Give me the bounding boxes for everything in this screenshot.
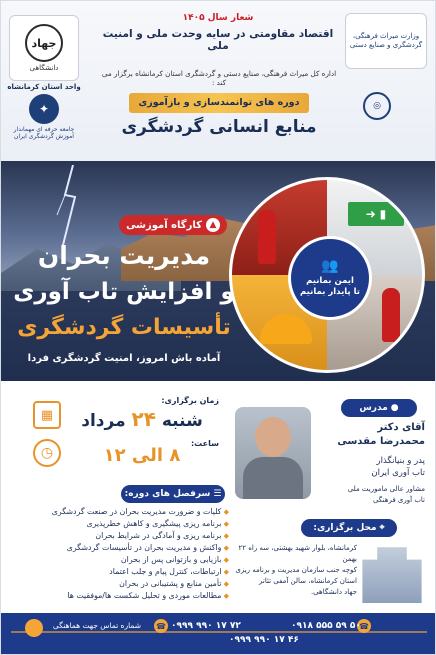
teacher-name: محمدرضا مقدسی — [337, 436, 425, 447]
hero-subtitle: آماده باش امروز، امنیت گردشگری فردا — [27, 353, 221, 364]
course-title: منابع انسانی گردشگری — [121, 117, 317, 137]
venue-tag — [301, 519, 397, 537]
list-icon: ☰ — [213, 489, 222, 499]
safety-collage — [229, 177, 425, 373]
date-weekday: شنبه — [161, 411, 203, 431]
people-icon: 👥 — [321, 257, 339, 274]
main-title-line-3: تأسیسات گردشگری — [17, 315, 231, 340]
topic-item: ◆ ارتباطات، کنترل پیام و جلب اعتماد — [9, 566, 229, 578]
teacher-desc-2: تاب آوری ایران — [371, 468, 425, 478]
slogan-title: شعار سال ۱۴۰۵ — [182, 13, 254, 23]
jahad-logo-sub: دانشگاهی — [29, 64, 59, 72]
venue-line-4: جهاد دانشگاهی. — [310, 588, 357, 596]
workshop-tag — [119, 215, 227, 235]
badge-line-2: تا پایدار بمانیم — [300, 287, 361, 297]
footer — [1, 613, 436, 655]
teacher-tag-label: مدرس — [359, 403, 388, 413]
ministry-logo — [345, 13, 427, 69]
calendar-icon: ▦ — [33, 401, 61, 429]
topic-item: ◆ مطالعات موردی و تحلیل شکست ها/موفقیت ها — [9, 590, 229, 602]
fire-extinguisher-icon — [382, 288, 400, 342]
venue-tag-label: محل برگزاری: — [313, 523, 377, 533]
venue-line-2: کوچه جنب سازمان مدیریت و برنامه ریزی — [235, 566, 357, 574]
secondary-logo — [355, 91, 399, 121]
slogan-text: اقتصاد مقاومتی در سایه وحدت ملی و امنیت ملی — [102, 28, 334, 52]
safety-badge — [288, 236, 372, 320]
date-label: زمان برگزاری: — [161, 396, 219, 405]
date-month: مرداد — [81, 411, 126, 431]
topic-item: ◆ برنامه ریزی و آمادگی در شرایط بحران — [9, 530, 229, 542]
ministry-logo-text: وزارت میراث فرهنگی، گردشگری و صنایع دستی — [349, 31, 423, 49]
phone-icon: ☎ — [357, 619, 371, 633]
main-title-line-1: مدیریت بحران — [37, 241, 211, 270]
lightning-icon — [53, 165, 93, 245]
topic-item: ◆ کلیات و ضرورت مدیریت بحران در صنعت گردشگری — [9, 506, 229, 518]
date-day: ۲۴ — [131, 407, 156, 431]
jahad-logo — [9, 15, 79, 81]
topic-item: ◆ بازیابی و بازتوانی پس از بحران — [9, 554, 229, 566]
venue-line-3: استان کرمانشاه، سالن آمفی تئاتر — [259, 577, 357, 585]
phone-number-3[interactable]: ۰۹۱۸ ۵۵۵ ۵۹ ۵۰ — [291, 621, 361, 631]
organizer-line: اداره کل میراث فرهنگی، صنایع دستی و گردشگری استان کرمانشاه برگزار می کند : — [101, 69, 337, 87]
topics-tag — [121, 485, 225, 503]
footer-logo-icon — [25, 619, 43, 637]
topic-item: ◆ واکنش و مدیریت بحران در تأسیسات گردشگری — [9, 542, 229, 554]
exit-sign-icon: ▮ ➜ — [348, 202, 404, 226]
teacher-desc-4: تاب آوری فرهنگی — [372, 496, 425, 504]
venue-address — [233, 543, 357, 598]
phone-number-2[interactable]: ۰۹۹۹ ۹۹۰ ۱۷ ۴۶ — [229, 635, 299, 645]
tourism-guild-logo — [11, 93, 77, 141]
tourism-guild-emblem-icon: ✦ — [29, 94, 59, 124]
teacher-desc-1: پدر و بنیانگذار — [376, 456, 425, 466]
teacher-desc-3: مشاور عالی ماموریت ملی — [347, 485, 425, 493]
workshop-tag-label: کارگاه آموزشی — [126, 219, 202, 231]
time-value: ۸ الی ۱۲ — [103, 445, 181, 466]
jahad-unit-label: واحد استان کرمانشاه — [7, 83, 81, 91]
topic-item: ◆ تأمین منابع و پشتیبانی در بحران — [9, 578, 229, 590]
footer-contact-label: شماره تماس جهت هماهنگی — [52, 621, 141, 630]
main-title-line-2: و افزایش تاب آوری — [13, 279, 235, 305]
badge-line-1: ایمن بمانیم — [306, 275, 354, 286]
venue-line-1: کرمانشاه، بلوار شهید بهشتی، سه راه ۲۲ بهمن — [238, 544, 357, 563]
teacher-tag — [341, 399, 417, 417]
course-band: دوره های توانمندسازی و بازآموزی — [129, 93, 309, 113]
location-pin-icon: ⌖ — [379, 523, 385, 533]
date-value — [65, 407, 219, 431]
teacher-icon: ● — [390, 403, 399, 413]
teacher-photo-body — [243, 457, 303, 499]
topic-item: ◆ برنامه ریزی پیشگیری و کاهش خطرپذیری — [9, 518, 229, 530]
first-aid-kit-icon — [258, 210, 276, 264]
phone-number-1[interactable]: ۰۹۹۹ ۹۹۰ ۱۷ ۷۲ — [171, 621, 241, 631]
topics-tag-label: سرفصل های دوره: — [124, 489, 211, 499]
presenter-icon: ▲ — [206, 218, 220, 232]
teacher-title: آقای دکتر — [377, 422, 425, 433]
secondary-logo-icon: ◎ — [363, 92, 391, 120]
teacher-photo — [235, 407, 311, 499]
topics-list — [9, 506, 229, 602]
time-label: ساعت: — [190, 439, 219, 448]
jahad-emblem: جهاد — [25, 24, 63, 62]
phone-icon: ☎ — [154, 619, 168, 633]
teacher-photo-head — [255, 417, 291, 457]
tourism-guild-logo-text: جامعه حرفه ای مهماندار آموزش گردشگری ایران — [13, 125, 75, 140]
clock-icon: ◷ — [33, 439, 61, 467]
